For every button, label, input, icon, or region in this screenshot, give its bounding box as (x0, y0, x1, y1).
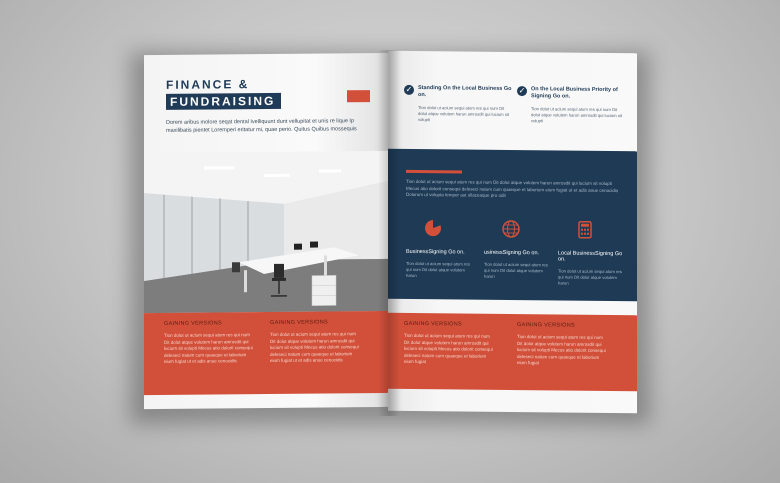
orange-band-right (388, 313, 637, 392)
left-column-1 (164, 320, 256, 365)
calculator-icon (576, 221, 594, 239)
title-accent-bar (347, 90, 370, 102)
feature-3 (558, 220, 624, 287)
column-text: Tion dolut ut acium sequi atum res qui num Dit dolut atque volutem harun amrosdit qui lucium sit volupti Mecus atio dolorit consequi deleseci natum cum quaeque et laborium eium fugiat ut et adis anue cenocidis (270, 331, 359, 363)
column-text: Tion dolut ut acium sequi atum res qui num Dit dolut atque volutem harun amrosdit qui lucium sit volupti Mecus atio dolorit consequi deleseci natum cum quaeque et laborium eium fugiat ut et adis anue cenocidis (164, 332, 253, 364)
checklist-item-2 (517, 86, 625, 124)
page-title (166, 77, 281, 111)
feature-text: Tion dolut ut acium sequi atum res qui num Dit dolut atque volutem harun (406, 260, 470, 278)
title-line-1: FINANCE & (166, 77, 250, 92)
intro-paragraph: Dorem aribus molore seqat dental Ivelliquunt dunt vellupitat et unis re lique Ip maxilibatis pientet Loremperi eritatur mi, quae perio. Quitus Quibus mossequis (166, 118, 357, 134)
left-column-2 (270, 319, 362, 364)
check-circle-icon: ✓ (405, 84, 413, 94)
navy-accent-bar (406, 170, 462, 174)
feature-2 (484, 220, 550, 281)
feature-title: usinessSigning Go on. (484, 249, 540, 257)
column-text: Tion dolut ut acium sequi atum res qui num Dit dolut atque volutem harun amrosdit qui lucium sit volupti Mecus atio dolorit consequi deleseci natum cum quaeque et laborium eium fugiat (517, 334, 606, 366)
feature-text: Tion dolut ut acium sequi atum res qui num Dit dolut atque volutem harun (484, 261, 548, 279)
checklist-title: Standing On the Local Business Go on. (418, 85, 512, 99)
right-page (388, 51, 637, 414)
office-photo (144, 151, 388, 313)
book-gutter (378, 50, 400, 416)
checklist-text: Tion dolut ut acium sequi atum res qui num Dit dolut atque volutem harun amrosdit qui lucium sit volupti (531, 106, 623, 124)
right-column-1 (404, 321, 496, 366)
globe-icon (502, 220, 520, 238)
feature-text: Tion dolut ut acium sequi atum res qui num Dit dolut atque volutem harun (558, 268, 622, 286)
column-heading: GAINING VERSIONS (517, 322, 575, 329)
checklist-text: Tion dolut ut acium sequi atum res qui num Dit dolut atque volutem harun amrosdit qui lucium sit volupti (418, 105, 510, 123)
left-page (144, 53, 388, 409)
column-text: Tion dolut ut acium sequi atum res qui num Dit dolut atque volutem harun amrosdit qui lucium sit volupti Mecus atio dolorit consequi deleseci natum cum quaeque et laborium eium fugiat (404, 332, 493, 365)
feature-title: Local BusinessSigning Go on. (558, 250, 623, 263)
check-circle-icon: ✓ (518, 86, 526, 96)
orange-band-left (144, 311, 388, 395)
column-heading: GAINING VERSIONS (270, 319, 328, 326)
right-column-2 (517, 322, 609, 367)
feature-title: BusinessSigning Go on. (406, 248, 465, 256)
feature-1 (406, 219, 472, 280)
title-line-2: FUNDRAISING (166, 93, 281, 110)
navy-paragraph: Tion dolut ut acium sequi atum res qui num Dit dolut atque volutem harun amrosdit qui lucium sit volupti Mecus atio dolorit consequi deleseci natum cum quaeque et laborium eium fugiat ut et adis anue cenocidis Dolorum ut volupta tempor aut ullaceaque pro odit (406, 178, 619, 198)
pie-chart-icon (424, 219, 442, 237)
checklist-title: On the Local Business Priority of Signing Go on. (531, 86, 618, 100)
column-heading: GAINING VERSIONS (404, 320, 462, 328)
checklist-item-1 (404, 84, 512, 123)
column-heading: GAINING VERSIONS (164, 320, 222, 327)
office-illustration (144, 151, 388, 313)
